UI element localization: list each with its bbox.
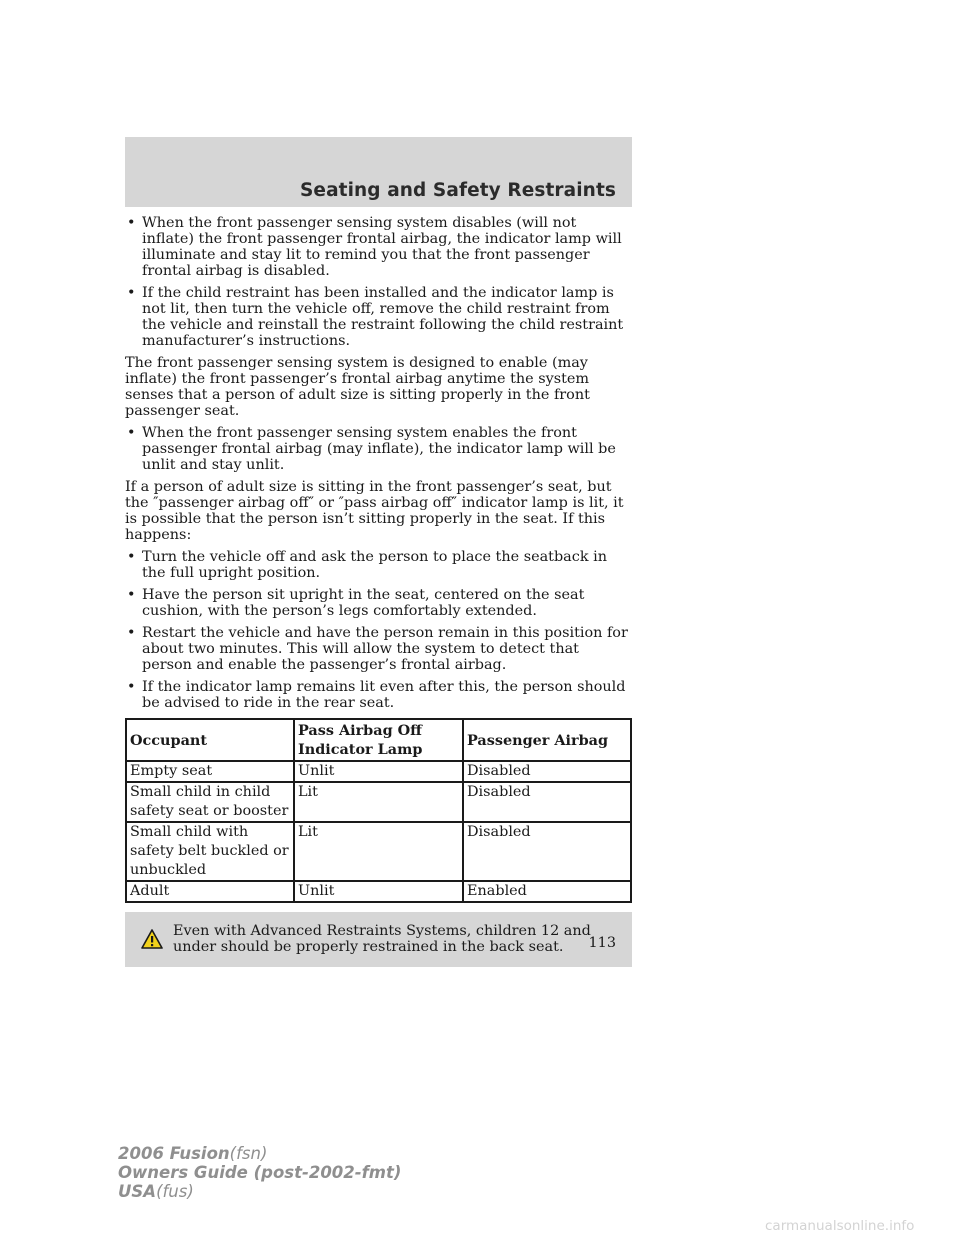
- document-footer: [118, 1144, 401, 1201]
- bullet-text: Turn the vehicle off and ask the person to place the seatback in the full upright position.: [142, 549, 607, 581]
- table-cell: Enabled: [463, 881, 631, 902]
- table-cell: Empty seat: [126, 761, 294, 782]
- page-number: 113: [588, 935, 616, 951]
- bullet-text: If the indicator lamp remains lit even after this, the person should be advised to ride in the rear seat.: [142, 679, 626, 711]
- warning-box: [125, 912, 632, 967]
- footer-model-code: (fsn): [229, 1144, 268, 1163]
- table-cell: Unlit: [294, 761, 463, 782]
- table-row: [126, 822, 631, 881]
- table-row: [126, 881, 631, 902]
- bullet-marker: •: [127, 425, 136, 441]
- bullet-item: [125, 679, 632, 711]
- bullet-item: [125, 425, 632, 473]
- table-cell: Small child with safety belt buckled or unbuckled: [126, 822, 294, 881]
- table-cell: Disabled: [463, 761, 631, 782]
- bullet-text: When the front passenger sensing system disables (will not inflate) the front passenger frontal airbag, the indicator lamp will illuminate and stay lit to remind you that the front passenger frontal airbag is disabled.: [142, 215, 622, 279]
- footer-market: USA: [118, 1182, 157, 1201]
- bullet-marker: •: [127, 679, 136, 695]
- footer-guide: Owners Guide (post-2002-fmt): [118, 1163, 402, 1182]
- bullet-text: Have the person sit upright in the seat, centered on the seat cushion, with the person’s legs comfortably extended.: [142, 587, 585, 619]
- bullet-marker: •: [127, 285, 136, 301]
- table-cell: Lit: [294, 782, 463, 822]
- paragraph: The front passenger sensing system is designed to enable (may inflate) the front passenger’s frontal airbag anytime the system senses that a person of adult size is sitting properly in the front passenger seat.: [125, 355, 590, 419]
- column-header-passenger-airbag: Passenger Airbag: [463, 719, 631, 761]
- table-row: [126, 782, 631, 822]
- table-header-row: [126, 719, 631, 761]
- bullet-marker: •: [127, 549, 136, 565]
- bullet-item: [125, 285, 632, 349]
- footer-model: 2006 Fusion: [118, 1144, 230, 1163]
- table-cell: Disabled: [463, 782, 631, 822]
- table-cell: Adult: [126, 881, 294, 902]
- table-cell: Unlit: [294, 881, 463, 902]
- bullet-marker: •: [127, 215, 136, 231]
- watermark: carmanualsonline.info: [765, 1218, 915, 1234]
- footer-market-code: (fus): [156, 1182, 194, 1201]
- warning-triangle-icon: [141, 929, 163, 953]
- bullet-marker: •: [127, 587, 136, 603]
- bullet-marker: •: [127, 625, 136, 641]
- paragraph: If a person of adult size is sitting in the front passenger’s seat, but the ″passenger airbag off″ or ″pass airbag off″ indicator lamp is lit, it is possible that the person isn’t sitting properly in the seat. If this happens:: [125, 479, 624, 543]
- table-cell: Disabled: [463, 822, 631, 881]
- bullet-item: [125, 625, 632, 673]
- table-cell: Lit: [294, 822, 463, 881]
- column-header-occupant: Occupant: [126, 719, 294, 761]
- bullet-text: If the child restraint has been installed and the indicator lamp is not lit, then turn the vehicle off, remove the child restraint from the vehicle and reinstall the restraint following the child restraint manufacturer’s instructions.: [142, 285, 624, 349]
- occupant-airbag-table: [125, 718, 632, 903]
- footer-line-market: [118, 1182, 401, 1201]
- table-row: [126, 761, 631, 782]
- page-content: [125, 215, 632, 967]
- column-header-indicator-lamp: Pass Airbag Off Indicator Lamp: [294, 719, 463, 761]
- footer-line-model: [118, 1144, 401, 1163]
- section-header-band: [125, 137, 632, 207]
- section-title: Seating and Safety Restraints: [300, 180, 616, 201]
- bullet-item: [125, 587, 632, 619]
- bullet-item: [125, 215, 632, 279]
- warning-text: Even with Advanced Restraints Systems, children 12 and under should be properly restrained in the back seat.: [173, 923, 591, 955]
- table-cell: Small child in child safety seat or booster: [126, 782, 294, 822]
- bullet-text: When the front passenger sensing system enables the front passenger frontal airbag (may inflate), the indicator lamp will be unlit and stay unlit.: [142, 425, 616, 473]
- bullet-item: [125, 549, 632, 581]
- bullet-text: Restart the vehicle and have the person remain in this position for about two minutes. This will allow the system to detect that person and enable the passenger’s frontal airbag.: [142, 625, 628, 673]
